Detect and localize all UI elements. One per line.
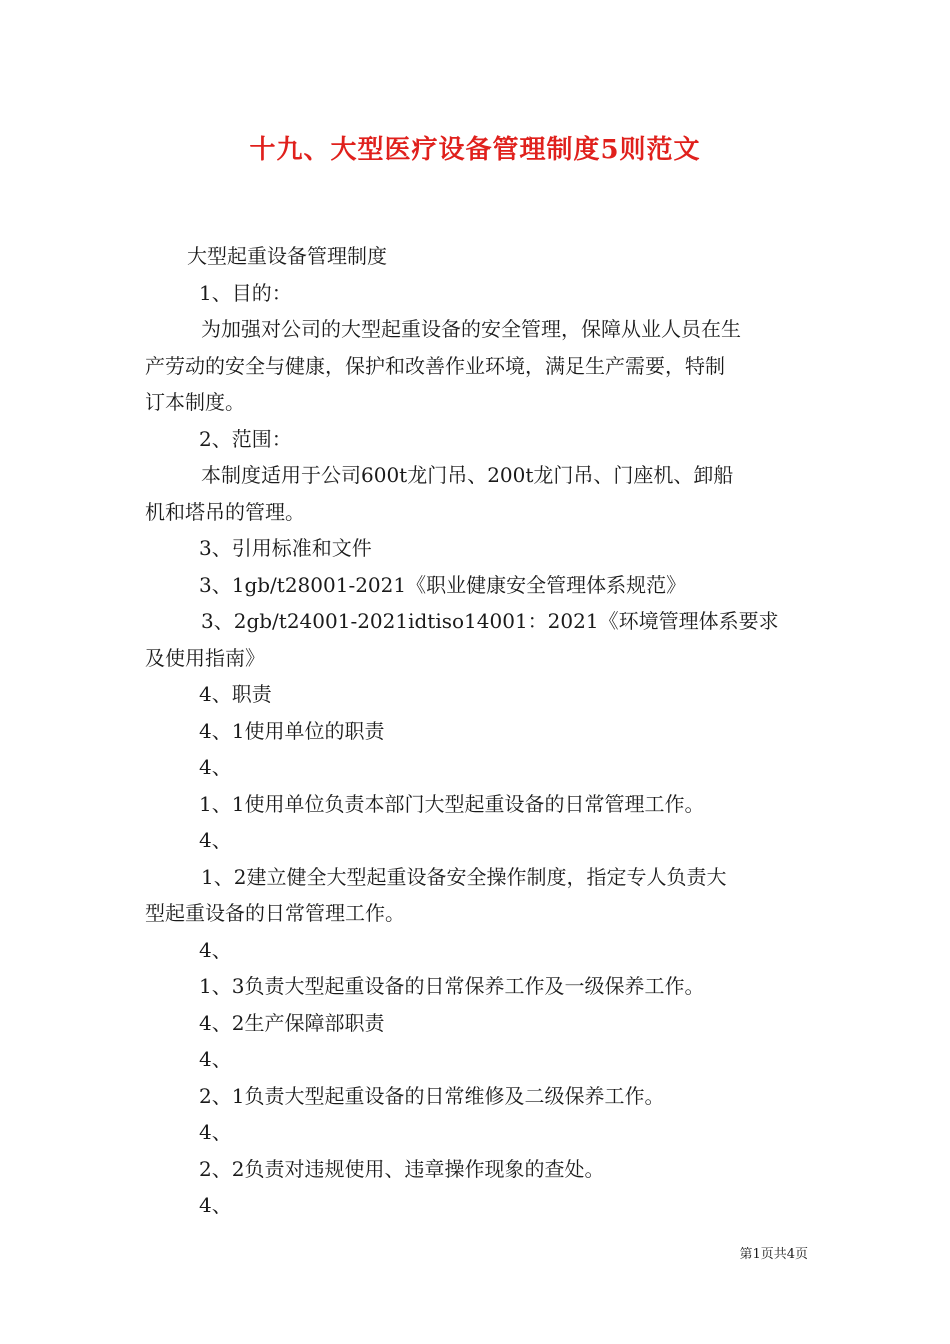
paragraph-line: 3、1gb/t28001-2021《职业健康安全管理体系规范》 — [199, 572, 687, 597]
paragraph-line: 2、1负责大型起重设备的日常维修及二级保养工作。 — [199, 1083, 665, 1108]
paragraph-line: 机和塔吊的管理。 — [145, 499, 305, 524]
paragraph-line: 1、目的： — [199, 280, 292, 305]
section-heading: 大型起重设备管理制度 — [187, 244, 387, 268]
paragraph-line: 产劳动的安全与健康，保护和改善作业环境，满足生产需要，特制 — [145, 353, 725, 378]
paragraph-line: 4、1使用单位的职责 — [199, 718, 385, 743]
paragraph-line: 4、2生产保障部职责 — [199, 1010, 385, 1035]
paragraph-line: 1、2建立健全大型起重设备安全操作制度，指定专人负责大 — [201, 864, 727, 889]
paragraph-line: 2、范围： — [199, 426, 292, 451]
paragraph-line: 型起重设备的日常管理工作。 — [145, 901, 405, 925]
paragraph-line: 4、职责 — [199, 682, 272, 706]
paragraph-line: 4、 — [199, 828, 232, 852]
paragraph-line: 4、 — [199, 1047, 232, 1071]
paragraph-line: 2、2负责对违规使用、违章操作现象的查处。 — [199, 1156, 605, 1181]
paragraph-line: 1、3负责大型起重设备的日常保养工作及一级保养工作。 — [199, 974, 705, 998]
paragraph-line: 为加强对公司的大型起重设备的安全管理，保障从业人员在生 — [201, 317, 741, 341]
paragraph-line: 本制度适用于公司600t龙门吊、200t龙门吊、门座机、卸船 — [201, 463, 734, 487]
paragraph-line: 4、 — [199, 755, 232, 779]
paragraph-line: 4、 — [199, 1193, 232, 1217]
document-title: 十九、大型医疗设备管理制度5则范文 — [249, 135, 701, 165]
page-number: 第1页共4页 — [739, 1247, 808, 1262]
paragraph-line: 3、2gb/t24001-2021idtiso14001：2021《环境管理体系要求 — [201, 609, 779, 633]
document-body — [145, 238, 810, 1224]
paragraph-line: 1、1使用单位负责本部门大型起重设备的日常管理工作。 — [199, 791, 705, 816]
paragraph-line: 4、 — [199, 937, 232, 962]
paragraph-line: 4、 — [199, 1120, 232, 1144]
paragraph-line: 3、引用标准和文件 — [199, 536, 372, 560]
paragraph-line: 订本制度。 — [145, 390, 245, 414]
paragraph-line: 及使用指南》 — [145, 645, 265, 670]
